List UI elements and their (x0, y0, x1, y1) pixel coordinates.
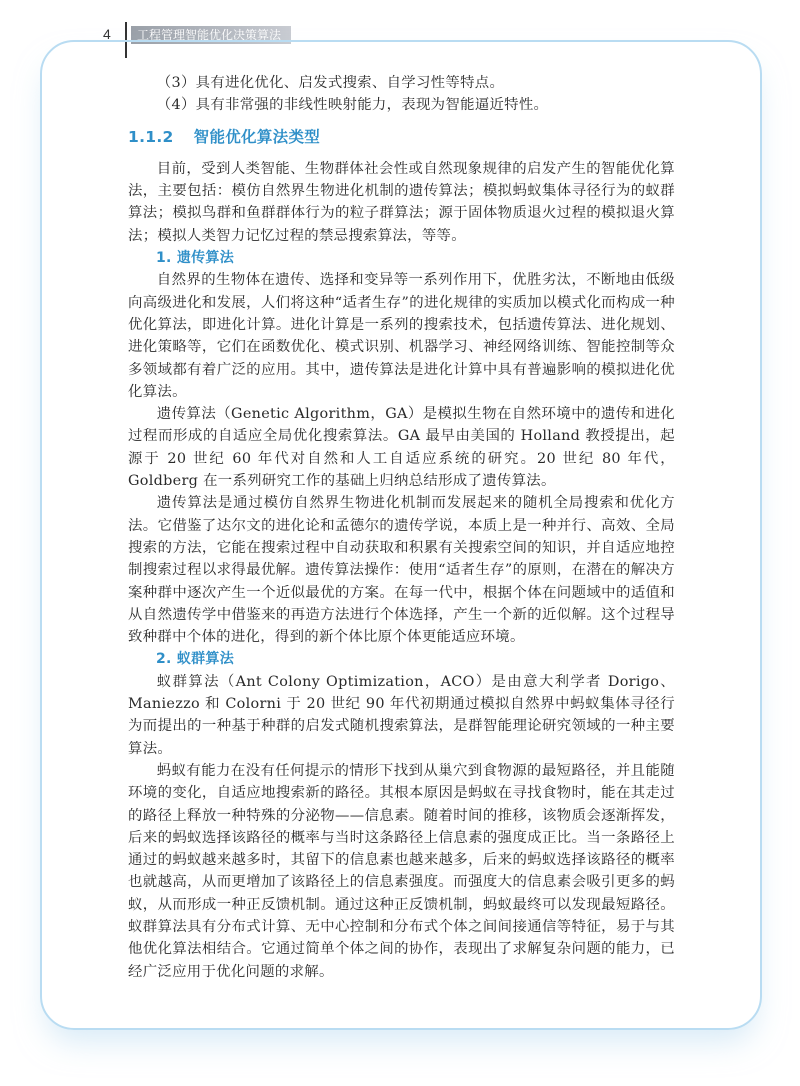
aco-paragraph-1: 蚁群算法（Ant Colony Optimization，ACO）是由意大利学者 Dorigo、Maniezzo 和 Colorni 于 20 世纪 90 年代初期通过模拟自然界中蚂蚁集体寻径行为而提出的一种基于种群的启发式随机搜索算法，是群智能理论研究领域的一种主要算法。 (128, 673, 675, 757)
ga-paragraph-3: 遗传算法是通过模仿自然界生物进化机制而发展起来的随机全局搜索和优化方法。它借鉴了达尔文的进化论和孟德尔的遗传学说，本质上是一种并行、高效、全局搜索的方法，它能在搜索过程中自动获取和积累有关搜索空间的知识，并自适应地控制搜索过程以求得最优解。遗传算法操作：使用“适者生存”的原则，在潜在的解决方案种群中逐次产生一个近似最优的方案。在每一代中，根据个体在问题域中的适值和从自然遗传学中借鉴来的再造方法进行个体选择，产生一个新的近似解。这个过程导致种群中个体的进化，得到的新个体比原个体更能适应环境。 (128, 495, 675, 646)
list-item: （4）具有非常强的非线性映射能力，表现为智能逼近特性。 (156, 97, 549, 114)
page-number: 4 (103, 26, 111, 42)
aco-heading: 2. 蚁群算法 (156, 651, 235, 668)
aco-paragraph-2: 蚂蚁有能力在没有任何提示的情形下找到从巢穴到食物源的最短路径，并且能随环境的变化，自适应地搜索新的路径。其根本原因是蚂蚁在寻找食物时，能在其走过的路径上释放一种特殊的分泌物——信息素。随着时间的推移，该物质会逐渐挥发，后来的蚂蚁选择该路径的概率与当时这条路径上信息素的强度成正比。当一条路径上通过的蚂蚁越来越多时，其留下的信息素也越来越多，后来的蚂蚁选择该路径的概率也就越高，从而更增加了该路径上的信息素强度。而强度大的信息素会吸引更多的蚂蚁，从而形成一种正反馈机制。通过这种正反馈机制，蚂蚁最终可以发现最短路径。蚁群算法具有分布式计算、无中心控制和分布式个体之间间接通信等特征，易于与其他优化算法相结合。它通过简单个体之间的协作，表现出了求解复杂问题的能力，已经广泛应用于优化问题的求解。 (128, 762, 675, 980)
running-title: 工程管理智能优化决策算法 (131, 26, 291, 44)
section-title: 智能优化算法类型 (193, 127, 321, 146)
ga-paragraph-2: 遗传算法（Genetic Algorithm，GA）是模拟生物在自然环境中的遗传和进化过程而形成的自适应全局优化搜索算法。GA 最早由美国的 Holland 教授提出，起源于 20 世纪 60 年代对自然和人工自适应系统的研究。20 世纪 80 年代，Goldberg 在一系列研究工作的基础上归纳总结形成了遗传算法。 (128, 406, 675, 490)
ga-heading: 1. 遗传算法 (156, 250, 235, 267)
section-intro-paragraph: 目前，受到人类智能、生物群体社会性或自然现象规律的启发产生的智能优化算法，主要包括：模仿自然界生物进化机制的遗传算法；模拟蚂蚁集体寻径行为的蚁群算法；模拟鸟群和鱼群群体行为的粒子群算法；源于固体物质退火过程的模拟退火算法；模拟人类智力记忆过程的禁忌搜索算法，等等。 (128, 160, 675, 244)
list-item: （3）具有进化优化、启发式搜索、自学习性等特点。 (156, 75, 505, 91)
section-heading (128, 126, 675, 148)
page-body (128, 72, 675, 983)
section-number: 1.1.2 (128, 127, 174, 146)
ga-paragraph-1: 自然界的生物体在遗传、选择和变异等一系列作用下，优胜劣汰，不断地由低级向高级进化和发展，人们将这种“适者生存”的进化规律的实质加以模式化而构成一种优化算法，即进化计算。进化计算是一系列的搜索技术，包括遗传算法、进化规划、进化策略等，它们在函数优化、模式识别、机器学习、神经网络训练、智能控制等众多领域都有着广泛的应用。其中，遗传算法是进化计算中具有普遍影响的模拟进化优化算法。 (128, 272, 675, 400)
